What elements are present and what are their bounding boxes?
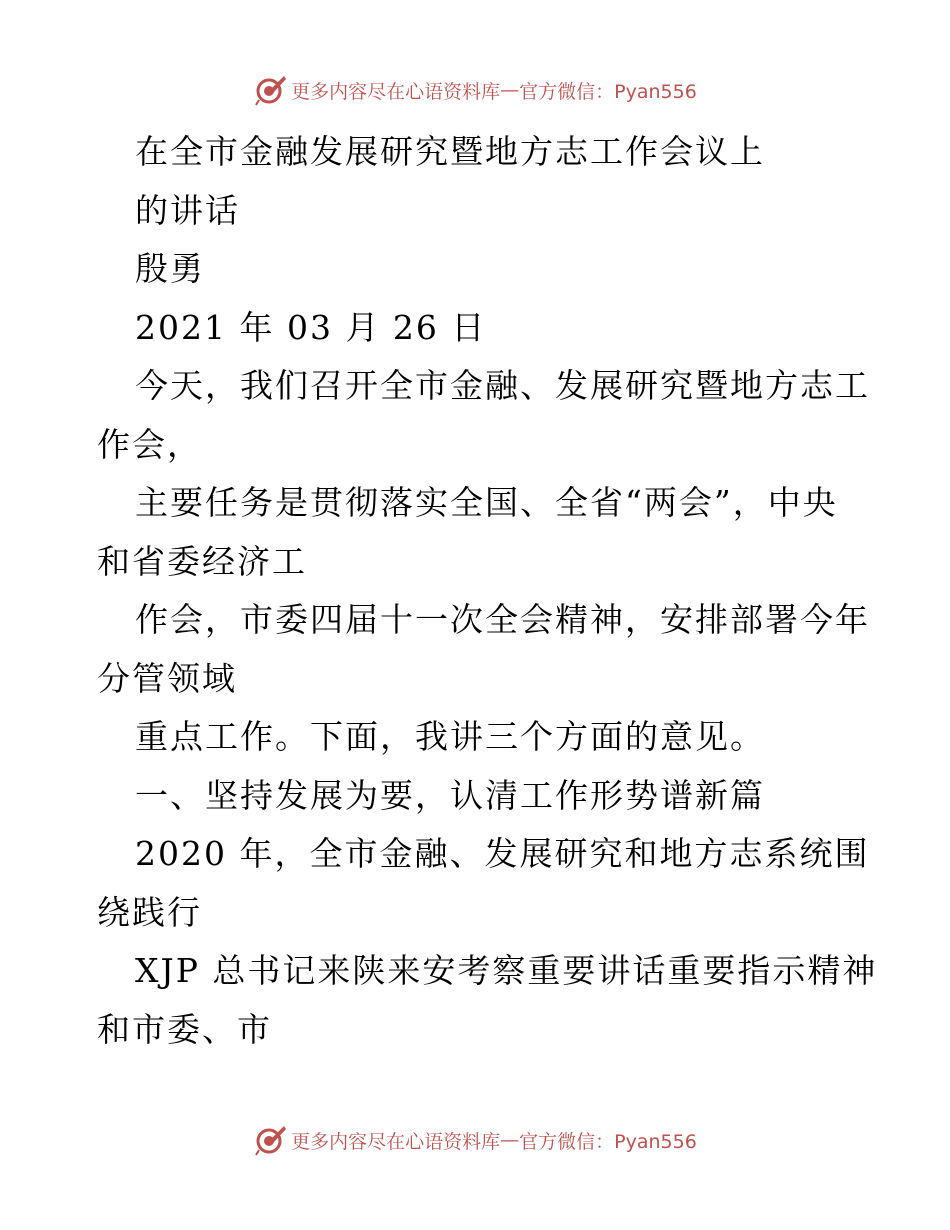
document-body (97, 123, 878, 1059)
text-line: 作会，市委四届十一次全会精神，安排部署今年 (135, 600, 870, 639)
header-watermark (0, 72, 950, 108)
text-line: 作会， (97, 424, 202, 464)
pen-logo-icon (253, 73, 287, 107)
text-line: 重点工作。下面，我讲三个方面的意见。 (135, 717, 765, 756)
text-line: 分管领域 (97, 658, 237, 698)
watermark-dash: — (500, 1129, 520, 1151)
text-line: 2021 年 03 月 26 日 (135, 307, 487, 347)
watermark-site: 更多内容尽在心语资料库 (291, 1130, 501, 1153)
watermark-dash: — (500, 79, 520, 101)
text-line: XJP 总书记来陕来安考察重要讲话重要指示精神 (135, 951, 878, 990)
watermark-contact: 官方微信：Pyan556 (519, 1130, 697, 1153)
text-line: 和省委经济工 (97, 541, 307, 581)
watermark-contact: 官方微信：Pyan556 (519, 80, 697, 103)
watermark-site: 更多内容尽在心语资料库 (291, 80, 501, 103)
text-line: 和市委、市 (97, 1009, 272, 1049)
pen-logo-icon (253, 1123, 287, 1157)
text-line: 主要任务是贯彻落实全国、全省“两会”，中央 (135, 483, 838, 522)
text-line: 绕践行 (97, 892, 202, 932)
text-line: 今天，我们召开全市金融、发展研究暨地方志工 (135, 366, 870, 405)
text-line: 在全市金融发展研究暨地方志工作会议上 (135, 132, 765, 171)
text-line: 的讲话 (135, 190, 240, 230)
text-line: 殷勇 (135, 249, 205, 288)
footer-watermark (0, 1122, 950, 1158)
text-line: 2020 年，全市金融、发展研究和地方志系统围 (135, 834, 870, 873)
text-line: 一、坚持发展为要，认清工作形势谱新篇 (135, 775, 765, 815)
